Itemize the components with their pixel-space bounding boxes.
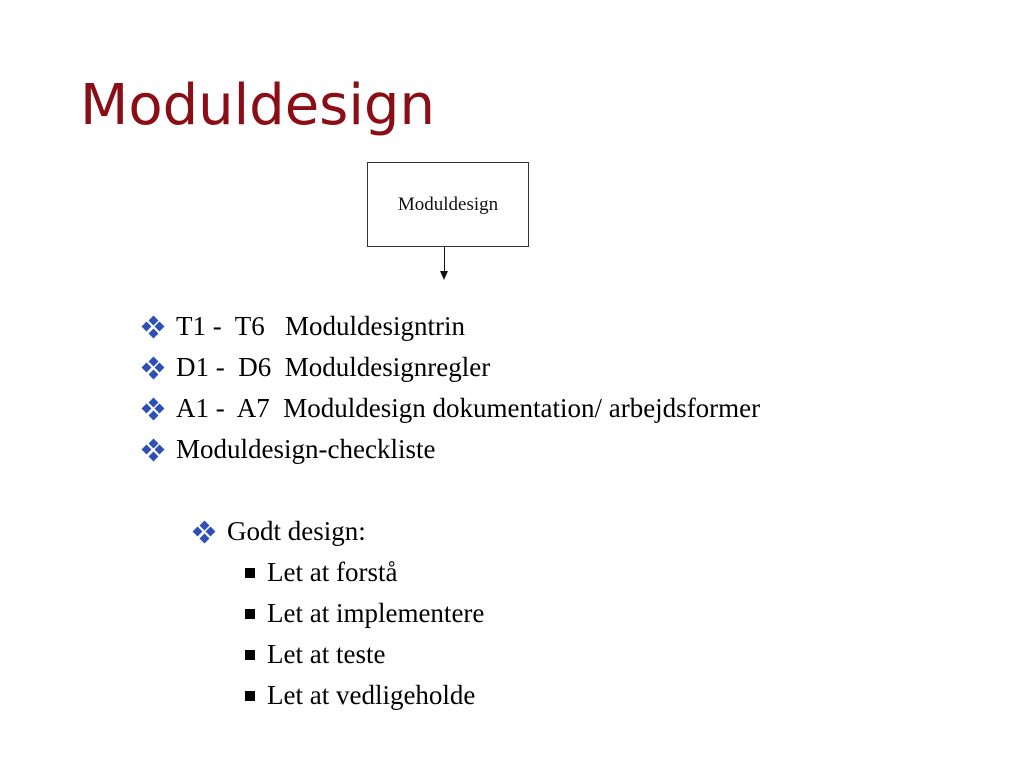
main-bullet-item [142,388,760,429]
four-diamond-icon [142,398,164,420]
good-design-item [243,634,484,675]
good-design-item-text: Let at forstå [267,557,398,587]
moduldesign-box [367,162,529,247]
good-design-item-text: Let at teste [267,639,386,669]
square-bullet-icon [245,650,255,660]
main-bullet-list [142,306,760,470]
square-bullet-icon [245,568,255,578]
good-design-item [243,552,484,593]
main-bullet-text: D1 - D6 Moduldesignregler [176,352,491,382]
good-design-item-text: Let at implementere [267,598,485,628]
good-design-item-text: Let at vedligeholde [267,680,476,710]
main-bullet-item [142,306,760,347]
main-bullet-text: Moduldesign-checkliste [176,434,436,464]
main-bullet-text: T1 - T6 Moduldesigntrin [176,311,465,341]
good-design-item [243,675,484,716]
good-design-heading-item [193,511,366,552]
down-arrow-head-icon [440,271,448,280]
main-bullet-text: A1 - A7 Moduldesign dokumentation/ arbejdsformer [176,393,761,423]
good-design-item [243,593,484,634]
good-design-list [193,511,366,552]
square-bullet-icon [245,609,255,619]
good-design-items [243,552,484,716]
square-bullet-icon [245,691,255,701]
four-diamond-icon [142,316,164,338]
good-design-heading: Godt design: [227,516,366,546]
four-diamond-icon [142,357,164,379]
down-arrow-line [444,246,445,272]
moduldesign-box-label: Moduldesign [397,193,499,215]
main-bullet-item [142,347,760,388]
four-diamond-icon [142,439,164,461]
slide-title: Moduldesign [80,73,435,138]
four-diamond-icon [193,521,215,543]
main-bullet-item [142,429,760,470]
